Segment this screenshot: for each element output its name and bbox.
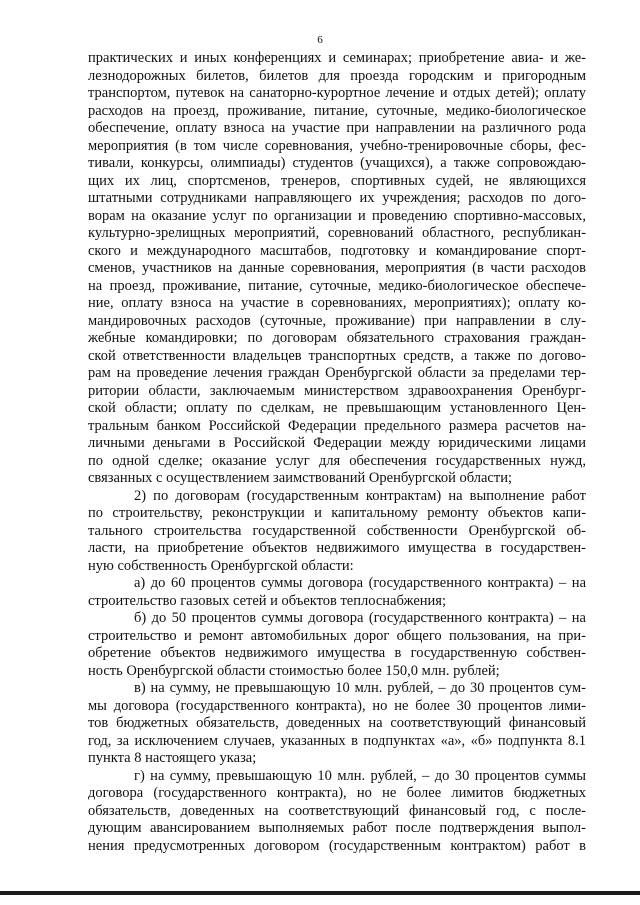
- text-line: б) до 50 процентов суммы договора (государственного контракта) – на: [134, 610, 586, 626]
- text-line: договора (государственного контракта), но не более лимитов бюджетных: [88, 785, 586, 801]
- text-line: мы договора (государственного контракта), но не более 30 процентов лими-: [88, 697, 586, 714]
- text-line: личными деньгами в Российской Федерации между юридическими лицами: [88, 435, 586, 451]
- text-line: ской области; оплату по сделкам, не превышающим установленного Цен-: [88, 400, 586, 416]
- text-line: на проезд, проживание, питание, суточные, медико-биологическое обеспече-: [88, 277, 586, 294]
- text-line: а) до 60 процентов суммы договора (государственного контракта) – на: [134, 575, 586, 591]
- text-line: нения предусмотренных договором (государственным контрактом) работ в: [88, 837, 586, 854]
- text-line: ской ответственности владельцев транспортных средств, а также по догово-: [88, 347, 586, 364]
- text-line: ние, оплату взноса на участие в соревнованиях, мероприятиях); оплату ко-: [88, 295, 586, 311]
- text-line: тального строительства государственной собственности Оренбургской об-: [88, 522, 586, 539]
- text-line: тивали, конкурсы, олимпиады) студентов (учащихся), а также сопровождаю-: [88, 155, 586, 171]
- text-line: ского и международного масштабов, подготовку и командирование спорт-: [88, 242, 586, 259]
- text-line: расходов на проезд, проживание, питание, суточные, медико-биологическое: [88, 102, 586, 119]
- text-line: ворам на оказание услуг по организации и проведению спортивно-массовых,: [88, 207, 586, 224]
- text-line: в) на сумму, не превышающую 10 млн. рублей, – до 30 процентов сум-: [134, 680, 586, 696]
- text-line: практических и иных конференциях и семинарах; приобретение авиа- и же-: [88, 50, 586, 66]
- text-line: транспортом, путевок на санаторно-курортное лечение и отдых детей); оплату: [88, 85, 586, 101]
- text-line: дующим авансированием выполняемых работ после подтверждения выпол-: [88, 820, 586, 836]
- text-line: г) на сумму, превышающую 10 млн. рублей, – до 30 процентов суммы: [134, 767, 586, 784]
- text-line: пункта 8 настоящего указа;: [88, 750, 257, 766]
- text-line: тральным банком Российской Федерации предельного размера расчетов на-: [88, 417, 586, 434]
- text-line: лезнодорожных билетов, билетов для проезда городским и пригородным: [88, 67, 586, 84]
- text-line: мероприятия (в том числе соревнования, учебно-тренировочные сборы, фес-: [88, 137, 586, 154]
- text-line: обязательств, доведенных на соответствующий финансовый год, с после-: [88, 802, 586, 819]
- text-line: год, за исключением случаев, указанных в подпунктах «а», «б» подпункта 8.1: [88, 732, 586, 749]
- text-line: связанных с осуществлением заимствований Оренбургской области;: [88, 470, 512, 486]
- text-line: ритории области, заключаемым министерством здравоохранения Оренбург-: [88, 382, 586, 399]
- text-line: щих их лиц, спортсменов, тренеров, спортивных судей, не являющихся: [88, 172, 586, 189]
- text-line: строительство и ремонт автомобильных дорог общего пользования, на при-: [88, 627, 586, 644]
- page-number: 6: [317, 34, 323, 46]
- text-line: тов бюджетных обязательств, доведенных на соответствующий финансовый: [88, 715, 586, 731]
- text-line: ласти, на приобретение объектов недвижимого имущества в государствен-: [88, 540, 586, 556]
- text-line: 2) по договорам (государственным контрактам) на выполнение работ: [134, 487, 586, 504]
- text-line: обретение объектов недвижимого имущества в государственную собствен-: [88, 645, 586, 661]
- text-line: мандировочных расходов (суточные, проживание) при направлении в слу-: [88, 312, 586, 329]
- text-line: по строительству, реконструкции и капитальному ремонту объектов капи-: [88, 505, 586, 521]
- text-line: обеспечение, оплату взноса на участие при направлении на различного рода: [88, 120, 586, 136]
- page-bottom-border: [0, 891, 640, 895]
- text-line: жебные командировки; по договорам обязательного страхования граждан-: [88, 330, 586, 346]
- text-line: рам на проведение лечения граждан Оренбургской области за пределами тер-: [88, 365, 586, 381]
- text-line: ность Оренбургской области стоимостью более 150,0 млн. рублей;: [88, 662, 500, 679]
- text-line: строительство газовых сетей и объектов теплоснабжения;: [88, 592, 446, 609]
- text-line: сменов, участников на данные соревнования, мероприятия (в части расходов: [88, 260, 586, 276]
- text-line: культурно-зрелищных мероприятий, соревнований областного, республикан-: [88, 225, 586, 241]
- text-line: по одной сделке; оказание услуг для обеспечения государственных нужд,: [88, 452, 586, 469]
- text-line: ную собственность Оренбургской области:: [88, 557, 354, 574]
- text-line: штатными сотрудниками направляющего их учреждения; расходов по дого-: [88, 190, 586, 206]
- document-body: [88, 50, 586, 855]
